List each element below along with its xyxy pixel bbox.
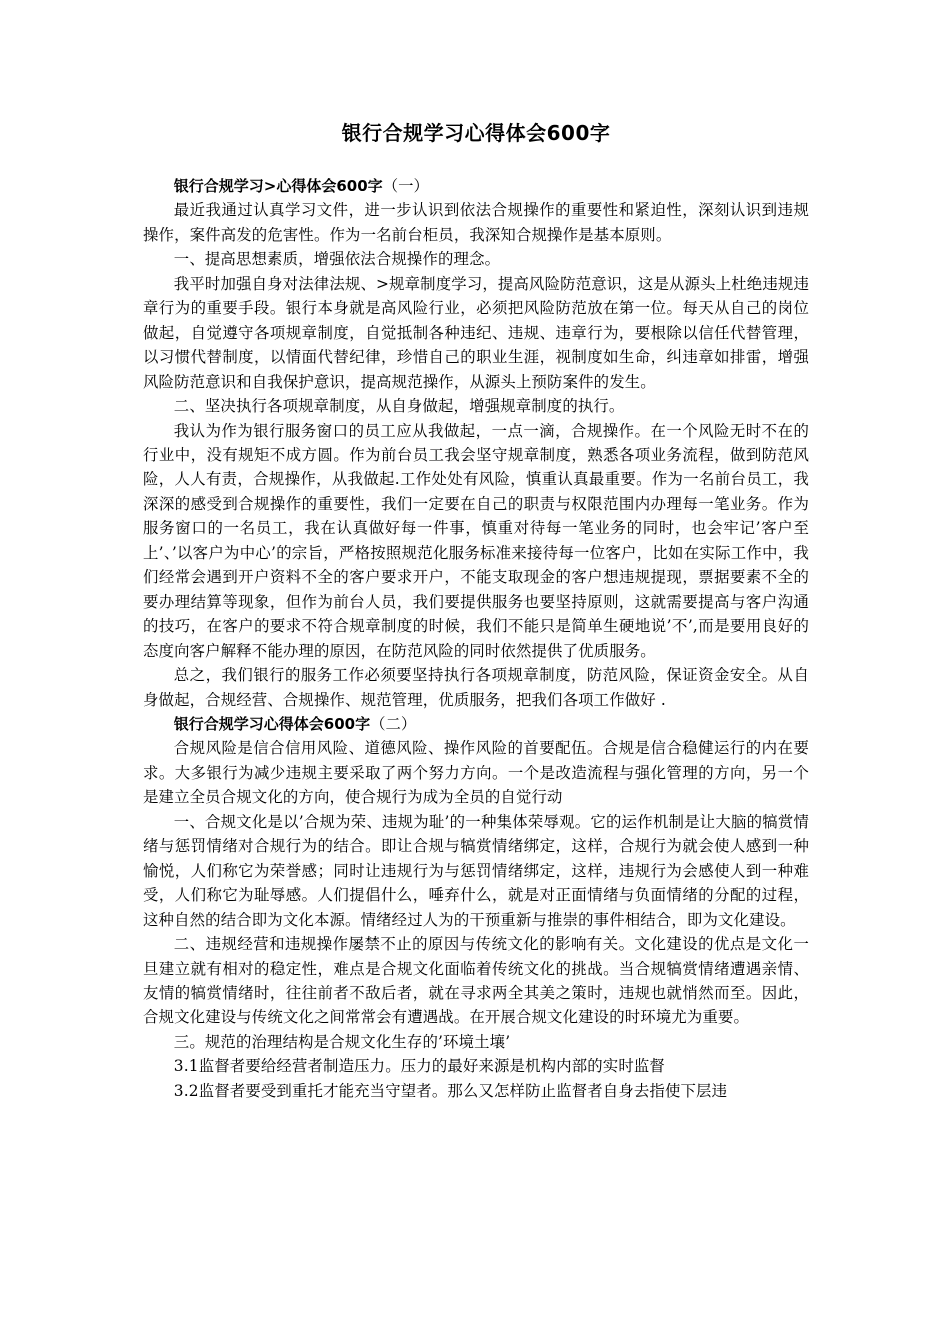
section-heading-suffix: （二） — [370, 714, 417, 733]
section-heading — [143, 712, 809, 736]
section-heading-text: 银行合规学习心得体会600字 — [173, 714, 371, 733]
paragraph: 二、违规经营和违规操作屡禁不止的原因与传统文化的影响有关。文化建设的优点是文化一旦建立就有相对的稳定性，难点是合规文化面临着传统文化的挑战。当合规犒赏情绪遭遇亲情、友情的犒赏情绪时，往往前者不敌后者，就在寻求两全其美之策时，违规也就悄然而至。因此，合规文化建设与传统文化之间常常会有遭遇战。在开展合规文化建设的时环境尤为重要。 — [143, 935, 809, 1027]
paragraph: 二、坚决执行各项规章制度，从自身做起，增强规章制度的执行。 — [173, 397, 625, 416]
section-heading-suffix: （一） — [382, 177, 429, 195]
document-title: 银行合规学习心得体会600字 — [341, 121, 611, 145]
paragraph: 总之，我们银行的服务工作必须要坚持执行各项规章制度，防范风险，保证资金安全。从自身做起，合规经营、合规操作、规范管理，优质服务，把我们各项工作做好 . — [143, 666, 809, 709]
document-page — [143, 118, 809, 1103]
paragraph: 最近我通过认真学习文件，进一步认识到依法合规操作的重要性和紧迫性，深刻认识到违规操作，案件高发的危害性。作为一名前台柜员，我深知合规操作是基本原则。 — [143, 201, 809, 244]
paragraph: 3.2监督者要受到重托才能充当守望者。那么又怎样防止监督者自身去指使下层违 — [173, 1081, 728, 1100]
paragraph: 一、提高思想素质，增强依法合规操作的理念。 — [173, 250, 501, 269]
paragraph: 一、合规文化是以’合规为荣、违规为耻’的一种集体荣辱观。它的运作机制是让大脑的犒赏情绪与惩罚情绪对合规行为的结合。即让合规与犒赏情绪绑定，这样，合规行为就会使人感到一种愉悦，人们称它为荣誉感；同时让违规行为与惩罚情绪绑定，这样，违规行为会感使人到一种难受，人们称它为耻辱感。人们提倡什么，唾弃什么，就是对正面情绪与负面情绪的分配的过程，这种自然的结合即为文化本源。情绪经过人为的干预重新与推崇的事件相结合，即为文化建设。 — [143, 812, 809, 929]
paragraph: 3.1监督者要给经营者制造压力。压力的最好来源是机构内部的实时监督 — [173, 1057, 665, 1076]
paragraph: 三。规范的治理结构是合规文化生存的’环境土壤’ — [173, 1032, 511, 1051]
paragraph: 合规风险是信合信用风险、道德风险、操作风险的首要配伍。合规是信合稳健运行的内在要求。大多银行为减少违规主要采取了两个努力方向。一个是改造流程与强化管理的方向，另一个是建立全员合规文化的方向，使合规行为成为全员的自觉行动 — [143, 739, 809, 807]
section-heading — [143, 174, 809, 198]
paragraph: 我平时加强自身对法律法规、>规章制度学习，提高风险防范意识，这是从源头上杜绝违规违章行为的重要手段。银行本身就是高风险行业，必须把风险防范放在第一位。每天从自己的岗位做起，自觉遵守各项规章制度，自觉抵制各种违纪、违规、违章行为，要根除以信任代替管理，以习惯代替制度，以情面代替纪律，珍惜自己的职业生涯，视制度如生命，纠违章如排雷，增强风险防范意识和自我保护意识，提高规范操作，从源头上预防案件的发生。 — [143, 274, 809, 391]
paragraph: 我认为作为银行服务窗口的员工应从我做起，一点一滴，合规操作。在一个风险无时不在的行业中，没有规矩不成方圆。作为前台员工我会坚守规章制度，熟悉各项业务流程，做到防范风险，人人有责，合规操作，从我做起.工作处处有风险，慎重认真最重要。作为一名前台员工，我深深的感受到合规操作的重要性，我们一定要在自己的职责与权限范围内办理每一笔业务。作为服务窗口的一名员工，我在认真做好每一件事，慎重对待每一笔业务的同时，也会牢记’客户至上’、’以客户为中心’的宗旨，严格按照规范化服务标准来接待每一位客户，比如在实际工作中，我们经常会遇到开户资料不全的客户要求开户，不能支取现金的客户想违规提现，票据要素不全的要办理结算等现象，但作为前台人员，我们要提供服务也要坚持原则，这就需要提高与客户沟通的技巧，在客户的要求不符合规章制度的时候，我们不能只是简单生硬地说’不’,而是要用良好的态度向客户解释不能办理的原因，在防范风险的同时依然提供了优质服务。 — [143, 421, 809, 660]
section-heading-text: 银行合规学习>心得体会600字 — [173, 177, 383, 195]
